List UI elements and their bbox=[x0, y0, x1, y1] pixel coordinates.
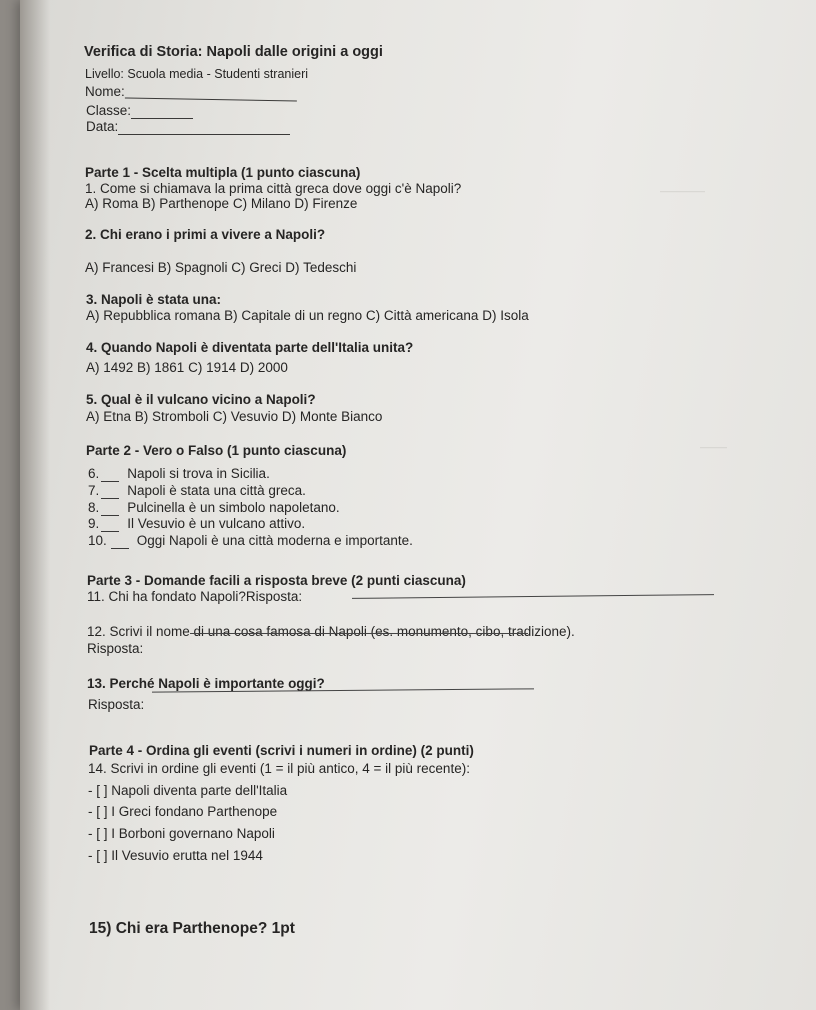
tf-item-8 bbox=[88, 500, 340, 516]
page-title: Verifica di Storia: Napoli dalle origini a oggi bbox=[84, 44, 383, 60]
question-4-options: A) 1492 B) 1861 C) 1914 D) 2000 bbox=[86, 360, 288, 375]
question-13: 13. Perché Napoli è importante oggi? bbox=[87, 676, 325, 691]
event-item[interactable]: - [ ] Napoli diventa parte dell'Italia bbox=[88, 783, 288, 798]
tf-item-6 bbox=[88, 466, 270, 482]
question-4: 4. Quando Napoli è diventata parte dell'Italia unita? bbox=[86, 340, 414, 355]
tf-blank[interactable] bbox=[101, 488, 119, 499]
event-item[interactable]: - [ ] I Greci fondano Parthenope bbox=[88, 804, 278, 819]
class-label: Classe: bbox=[86, 103, 132, 118]
name-label: Nome: bbox=[85, 84, 125, 99]
tf-item-9 bbox=[88, 516, 305, 532]
tf-number: 7. bbox=[88, 483, 100, 498]
bleed-through-mark: ——— bbox=[700, 442, 727, 452]
tf-statement: Il Vesuvio è un vulcano attivo. bbox=[127, 516, 306, 531]
date-blank[interactable] bbox=[118, 122, 290, 135]
tf-item-10 bbox=[88, 533, 413, 549]
question-2-options: A) Francesi B) Spagnoli C) Greci D) Tedeschi bbox=[85, 260, 357, 275]
event-item[interactable]: - [ ] Il Vesuvio erutta nel 1944 bbox=[88, 848, 263, 863]
bleed-through-mark: ————— bbox=[660, 186, 705, 196]
question-13-answer-label: Risposta: bbox=[88, 697, 145, 712]
question-3: 3. Napoli è stata una: bbox=[86, 292, 222, 307]
question-12: 12. Scrivi il nome di una cosa famosa di Napoli (es. monumento, cibo, tradizione). bbox=[87, 624, 575, 639]
question-1-options: A) Roma B) Parthenope C) Milano D) Firenze bbox=[85, 196, 358, 211]
tf-blank[interactable] bbox=[101, 471, 119, 482]
class-field[interactable] bbox=[86, 103, 193, 119]
date-field[interactable] bbox=[86, 119, 290, 135]
tf-number: 9. bbox=[88, 516, 100, 531]
answer-line-12-top[interactable] bbox=[190, 633, 528, 634]
question-11: 11. Chi ha fondato Napoli?Risposta: bbox=[87, 589, 303, 604]
tf-number: 8. bbox=[88, 500, 100, 515]
tf-blank[interactable] bbox=[111, 538, 129, 549]
question-12-answer-label: Risposta: bbox=[87, 641, 144, 656]
name-field[interactable] bbox=[85, 84, 297, 100]
answer-line-11[interactable] bbox=[352, 594, 714, 599]
level-line: Livello: Scuola media - Studenti stranieri bbox=[85, 67, 309, 81]
tf-statement: Napoli è stata una città greca. bbox=[127, 483, 306, 498]
part4-heading: Parte 4 - Ordina gli eventi (scrivi i numeri in ordine) (2 punti) bbox=[89, 743, 474, 758]
tf-number: 10. bbox=[88, 533, 107, 548]
tf-statement: Napoli si trova in Sicilia. bbox=[127, 466, 270, 481]
part2-heading: Parte 2 - Vero o Falso (1 punto ciascuna) bbox=[86, 443, 347, 458]
question-14: 14. Scrivi in ordine gli eventi (1 = il più antico, 4 = il più recente): bbox=[88, 761, 470, 776]
question-2: 2. Chi erano i primi a vivere a Napoli? bbox=[85, 227, 326, 242]
question-5-options: A) Etna B) Stromboli C) Vesuvio D) Monte Bianco bbox=[86, 409, 383, 424]
name-blank[interactable] bbox=[125, 84, 297, 102]
date-label: Data: bbox=[86, 119, 119, 134]
part1-heading: Parte 1 - Scelta multipla (1 punto ciascuna) bbox=[85, 165, 361, 180]
question-5: 5. Qual è il vulcano vicino a Napoli? bbox=[86, 392, 316, 407]
question-1: 1. Come si chiamava la prima città greca dove oggi c'è Napoli? bbox=[85, 181, 462, 196]
question-15: 15) Chi era Parthenope? 1pt bbox=[89, 920, 295, 937]
tf-blank[interactable] bbox=[101, 521, 119, 532]
tf-statement: Pulcinella è un simbolo napoletano. bbox=[127, 500, 340, 515]
class-blank[interactable] bbox=[131, 106, 193, 119]
part3-heading: Parte 3 - Domande facili a risposta breve (2 punti ciascuna) bbox=[87, 573, 466, 588]
tf-statement: Oggi Napoli è una città moderna e importante. bbox=[136, 533, 413, 548]
event-item[interactable]: - [ ] I Borboni governano Napoli bbox=[88, 826, 275, 841]
tf-item-7 bbox=[88, 483, 306, 499]
question-3-options: A) Repubblica romana B) Capitale di un regno C) Città americana D) Isola bbox=[86, 308, 529, 323]
tf-number: 6. bbox=[88, 466, 100, 481]
tf-blank[interactable] bbox=[101, 505, 119, 516]
